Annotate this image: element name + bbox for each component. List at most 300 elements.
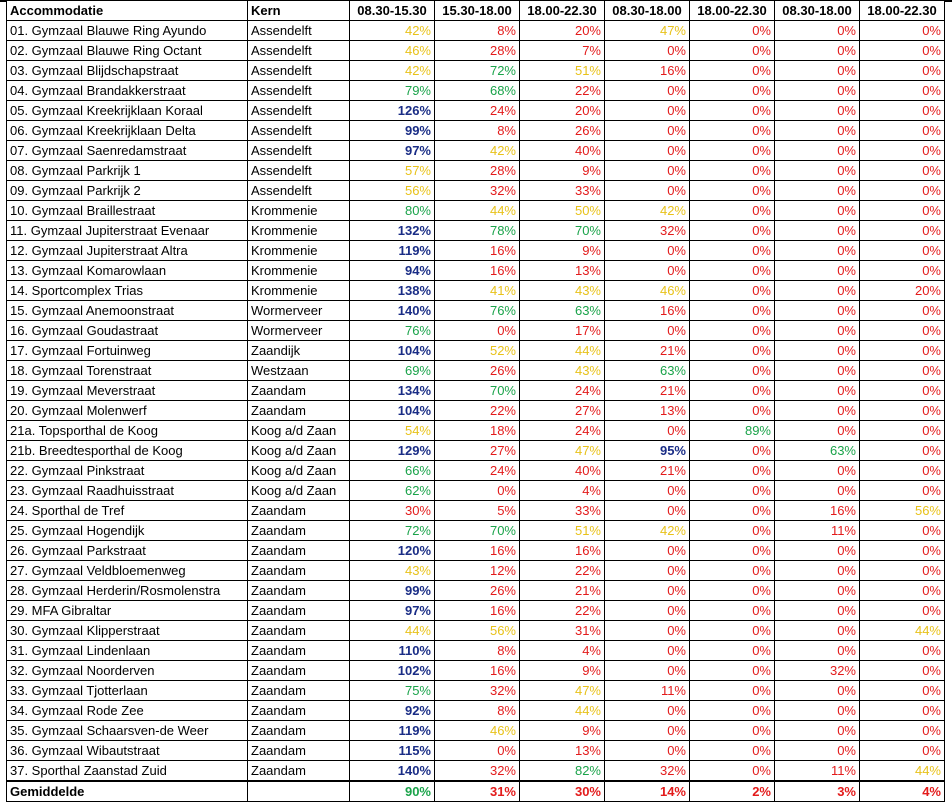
occupancy-value-cell: 0%: [860, 301, 945, 321]
kern-cell: Assendelft: [248, 21, 350, 41]
occupancy-value-cell: 0%: [605, 261, 690, 281]
occupancy-value-cell: 0%: [860, 741, 945, 761]
header-period: 08.30-15.30: [350, 1, 435, 21]
occupancy-value-cell: 32%: [605, 221, 690, 241]
kern-cell: Westzaan: [248, 361, 350, 381]
occupancy-value-cell: 0%: [775, 701, 860, 721]
occupancy-value-cell: 0%: [860, 381, 945, 401]
occupancy-value-cell: 46%: [350, 41, 435, 61]
occupancy-value-cell: 78%: [435, 221, 520, 241]
table-row: [7, 281, 945, 301]
occupancy-value-cell: 69%: [350, 361, 435, 381]
occupancy-value-cell: 9%: [520, 721, 605, 741]
kern-cell: Assendelft: [248, 81, 350, 101]
occupancy-value-cell: 0%: [690, 661, 775, 681]
occupancy-value-cell: 0%: [860, 601, 945, 621]
occupancy-value-cell: 0%: [605, 581, 690, 601]
occupancy-value-cell: 0%: [605, 481, 690, 501]
occupancy-value-cell: 138%: [350, 281, 435, 301]
occupancy-value-cell: 129%: [350, 441, 435, 461]
occupancy-value-cell: 0%: [605, 701, 690, 721]
occupancy-value-cell: 0%: [690, 61, 775, 81]
kern-cell: Assendelft: [248, 141, 350, 161]
occupancy-value-cell: 0%: [860, 541, 945, 561]
occupancy-value-cell: 0%: [775, 601, 860, 621]
occupancy-value-cell: 42%: [350, 21, 435, 41]
occupancy-value-cell: 41%: [435, 281, 520, 301]
table-row: [7, 741, 945, 761]
occupancy-value-cell: 94%: [350, 261, 435, 281]
occupancy-value-cell: 0%: [775, 161, 860, 181]
occupancy-value-cell: 16%: [605, 301, 690, 321]
occupancy-value-cell: 24%: [435, 461, 520, 481]
occupancy-value-cell: 42%: [605, 521, 690, 541]
accommodatie-cell: 24. Sporthal de Tref: [7, 501, 248, 521]
accommodatie-cell: 21b. Breedtesporthal de Koog: [7, 441, 248, 461]
occupancy-value-cell: 0%: [605, 181, 690, 201]
accommodatie-cell: 19. Gymzaal Meverstraat: [7, 381, 248, 401]
kern-cell: Assendelft: [248, 101, 350, 121]
table-row: [7, 121, 945, 141]
occupancy-value-cell: 9%: [520, 661, 605, 681]
occupancy-value-cell: 32%: [435, 761, 520, 782]
occupancy-value-cell: 0%: [860, 141, 945, 161]
accommodatie-cell: 04. Gymzaal Brandakkerstraat: [7, 81, 248, 101]
occupancy-value-cell: 68%: [435, 81, 520, 101]
table-row: [7, 341, 945, 361]
kern-cell: Krommenie: [248, 241, 350, 261]
occupancy-value-cell: 0%: [605, 661, 690, 681]
kern-cell: Zaandam: [248, 601, 350, 621]
table-row: [7, 581, 945, 601]
occupancy-value-cell: 0%: [860, 341, 945, 361]
occupancy-value-cell: 22%: [520, 81, 605, 101]
header-period: 18.00-22.30: [690, 1, 775, 21]
kern-cell: Zaandam: [248, 761, 350, 782]
occupancy-value-cell: 7%: [520, 41, 605, 61]
occupancy-value-cell: 16%: [775, 501, 860, 521]
occupancy-value-cell: 11%: [775, 761, 860, 782]
kern-cell: Zaandam: [248, 681, 350, 701]
occupancy-value-cell: 8%: [435, 21, 520, 41]
kern-cell: Assendelft: [248, 121, 350, 141]
accommodatie-cell: 21a. Topsporthal de Koog: [7, 421, 248, 441]
occupancy-value-cell: 0%: [860, 101, 945, 121]
occupancy-value-cell: 0%: [775, 221, 860, 241]
accommodatie-cell: 22. Gymzaal Pinkstraat: [7, 461, 248, 481]
occupancy-value-cell: 0%: [690, 201, 775, 221]
accommodatie-cell: 37. Sporthal Zaanstad Zuid: [7, 761, 248, 782]
occupancy-value-cell: 0%: [775, 421, 860, 441]
occupancy-value-cell: 99%: [350, 581, 435, 601]
occupancy-value-cell: 0%: [860, 721, 945, 741]
occupancy-value-cell: 0%: [690, 321, 775, 341]
header-period: 18.00-22.30: [860, 1, 945, 21]
kern-cell: Assendelft: [248, 181, 350, 201]
occupancy-value-cell: 0%: [605, 541, 690, 561]
occupancy-value-cell: 0%: [860, 221, 945, 241]
occupancy-value-cell: 0%: [435, 481, 520, 501]
occupancy-value-cell: 0%: [690, 701, 775, 721]
occupancy-value-cell: 42%: [435, 141, 520, 161]
accommodatie-cell: 09. Gymzaal Parkrijk 2: [7, 181, 248, 201]
occupancy-value-cell: 63%: [775, 441, 860, 461]
occupancy-value-cell: 89%: [690, 421, 775, 441]
occupancy-value-cell: 0%: [775, 481, 860, 501]
occupancy-value-cell: 24%: [520, 381, 605, 401]
occupancy-value-cell: 0%: [690, 381, 775, 401]
occupancy-value-cell: 0%: [605, 421, 690, 441]
occupancy-value-cell: 13%: [520, 741, 605, 761]
occupancy-value-cell: 0%: [860, 461, 945, 481]
occupancy-value-cell: 51%: [520, 61, 605, 81]
table-row: [7, 381, 945, 401]
occupancy-value-cell: 70%: [435, 381, 520, 401]
kern-cell: Koog a/d Zaan: [248, 441, 350, 461]
occupancy-value-cell: 0%: [690, 681, 775, 701]
kern-cell: Wormerveer: [248, 321, 350, 341]
occupancy-value-cell: 0%: [605, 101, 690, 121]
table-row: [7, 441, 945, 461]
occupancy-value-cell: 0%: [775, 41, 860, 61]
occupancy-value-cell: 46%: [605, 281, 690, 301]
occupancy-value-cell: 14%: [605, 781, 690, 802]
table-row: [7, 481, 945, 501]
occupancy-value-cell: 0%: [605, 161, 690, 181]
accommodatie-cell: 26. Gymzaal Parkstraat: [7, 541, 248, 561]
table-row: [7, 601, 945, 621]
occupancy-value-cell: 27%: [520, 401, 605, 421]
occupancy-value-cell: 21%: [520, 581, 605, 601]
occupancy-value-cell: 24%: [435, 101, 520, 121]
kern-cell: Wormerveer: [248, 301, 350, 321]
occupancy-value-cell: 24%: [520, 421, 605, 441]
occupancy-value-cell: 0%: [690, 721, 775, 741]
kern-cell: Zaandam: [248, 401, 350, 421]
occupancy-value-cell: 0%: [775, 301, 860, 321]
kern-cell: Zaandam: [248, 521, 350, 541]
occupancy-value-cell: 79%: [350, 81, 435, 101]
occupancy-value-cell: 104%: [350, 401, 435, 421]
occupancy-value-cell: 16%: [435, 601, 520, 621]
occupancy-value-cell: 22%: [520, 561, 605, 581]
occupancy-value-cell: 47%: [520, 681, 605, 701]
occupancy-value-cell: 104%: [350, 341, 435, 361]
kern-cell: Zaandam: [248, 641, 350, 661]
occupancy-value-cell: 0%: [605, 621, 690, 641]
occupancy-value-cell: 4%: [860, 781, 945, 802]
occupancy-value-cell: 32%: [605, 761, 690, 782]
occupancy-value-cell: 43%: [350, 561, 435, 581]
occupancy-value-cell: 0%: [690, 101, 775, 121]
occupancy-value-cell: 102%: [350, 661, 435, 681]
kern-cell: Zaandam: [248, 581, 350, 601]
occupancy-value-cell: 16%: [605, 61, 690, 81]
occupancy-value-cell: 70%: [435, 521, 520, 541]
occupancy-value-cell: 0%: [775, 721, 860, 741]
occupancy-value-cell: 44%: [520, 701, 605, 721]
accommodatie-cell: 30. Gymzaal Klipperstraat: [7, 621, 248, 641]
kern-cell: [248, 781, 350, 802]
occupancy-value-cell: 80%: [350, 201, 435, 221]
occupancy-value-cell: 4%: [520, 481, 605, 501]
kern-cell: Krommenie: [248, 201, 350, 221]
occupancy-value-cell: 0%: [605, 81, 690, 101]
occupancy-value-cell: 5%: [435, 501, 520, 521]
occupancy-value-cell: 0%: [775, 141, 860, 161]
header-period: 08.30-18.00: [775, 1, 860, 21]
occupancy-value-cell: 9%: [520, 161, 605, 181]
occupancy-value-cell: 57%: [350, 161, 435, 181]
accommodatie-cell: 05. Gymzaal Kreekrijklaan Koraal: [7, 101, 248, 121]
occupancy-value-cell: 0%: [605, 141, 690, 161]
occupancy-value-cell: 97%: [350, 601, 435, 621]
occupancy-value-cell: 0%: [860, 61, 945, 81]
occupancy-value-cell: 0%: [775, 261, 860, 281]
occupancy-value-cell: 0%: [775, 641, 860, 661]
occupancy-value-cell: 33%: [520, 181, 605, 201]
occupancy-value-cell: 0%: [690, 561, 775, 581]
occupancy-value-cell: 0%: [860, 201, 945, 221]
total-row: [7, 781, 945, 802]
accommodatie-cell: 33. Gymzaal Tjotterlaan: [7, 681, 248, 701]
occupancy-value-cell: 0%: [775, 181, 860, 201]
table-row: [7, 81, 945, 101]
kern-cell: Koog a/d Zaan: [248, 421, 350, 441]
occupancy-value-cell: 0%: [775, 381, 860, 401]
accommodatie-cell: 13. Gymzaal Komarowlaan: [7, 261, 248, 281]
table-row: [7, 321, 945, 341]
occupancy-value-cell: 22%: [435, 401, 520, 421]
table-row: [7, 401, 945, 421]
accommodatie-cell: 29. MFA Gibraltar: [7, 601, 248, 621]
table-row: [7, 21, 945, 41]
occupancy-value-cell: 0%: [690, 581, 775, 601]
occupancy-value-cell: 0%: [690, 461, 775, 481]
table-row: [7, 361, 945, 381]
table-row: [7, 501, 945, 521]
occupancy-value-cell: 28%: [435, 41, 520, 61]
occupancy-value-cell: 8%: [435, 701, 520, 721]
occupancy-value-cell: 0%: [690, 241, 775, 261]
table-row: [7, 221, 945, 241]
table-row: [7, 521, 945, 541]
occupancy-value-cell: 140%: [350, 301, 435, 321]
table-row: [7, 621, 945, 641]
occupancy-value-cell: 0%: [690, 221, 775, 241]
occupancy-value-cell: 0%: [690, 521, 775, 541]
occupancy-value-cell: 119%: [350, 721, 435, 741]
occupancy-value-cell: 0%: [775, 341, 860, 361]
occupancy-value-cell: 0%: [690, 621, 775, 641]
occupancy-value-cell: 62%: [350, 481, 435, 501]
accommodatie-cell: 34. Gymzaal Rode Zee: [7, 701, 248, 721]
occupancy-value-cell: 11%: [775, 521, 860, 541]
occupancy-value-cell: 40%: [520, 461, 605, 481]
occupancy-value-cell: 0%: [690, 41, 775, 61]
kern-cell: Koog a/d Zaan: [248, 481, 350, 501]
kern-cell: Zaandam: [248, 381, 350, 401]
occupancy-value-cell: 0%: [775, 621, 860, 641]
kern-cell: Krommenie: [248, 221, 350, 241]
header-period: 18.00-22.30: [520, 1, 605, 21]
occupancy-value-cell: 22%: [520, 601, 605, 621]
occupancy-value-cell: 0%: [860, 561, 945, 581]
occupancy-value-cell: 43%: [520, 281, 605, 301]
occupancy-value-cell: 0%: [860, 81, 945, 101]
occupancy-value-cell: 51%: [520, 521, 605, 541]
occupancy-value-cell: 95%: [605, 441, 690, 461]
occupancy-value-cell: 21%: [605, 381, 690, 401]
occupancy-value-cell: 0%: [690, 141, 775, 161]
occupancy-value-cell: 72%: [435, 61, 520, 81]
total-label: Gemiddelde: [7, 781, 248, 802]
occupancy-value-cell: 134%: [350, 381, 435, 401]
table-row: [7, 101, 945, 121]
accommodatie-cell: 17. Gymzaal Fortuinweg: [7, 341, 248, 361]
occupancy-value-cell: 18%: [435, 421, 520, 441]
header-row: [7, 1, 945, 21]
occupancy-value-cell: 75%: [350, 681, 435, 701]
accommodatie-cell: 18. Gymzaal Torenstraat: [7, 361, 248, 381]
table-row: [7, 141, 945, 161]
occupancy-value-cell: 0%: [690, 401, 775, 421]
occupancy-value-cell: 54%: [350, 421, 435, 441]
accommodatie-cell: 02. Gymzaal Blauwe Ring Octant: [7, 41, 248, 61]
table-body: [7, 21, 945, 802]
accommodatie-cell: 31. Gymzaal Lindenlaan: [7, 641, 248, 661]
occupancy-value-cell: 0%: [605, 641, 690, 661]
occupancy-value-cell: 0%: [775, 241, 860, 261]
table-row: [7, 421, 945, 441]
occupancy-value-cell: 0%: [435, 321, 520, 341]
occupancy-value-cell: 50%: [520, 201, 605, 221]
occupancy-value-cell: 16%: [520, 541, 605, 561]
table-row: [7, 161, 945, 181]
occupancy-sheet: [6, 0, 945, 802]
table-row: [7, 641, 945, 661]
occupancy-value-cell: 21%: [605, 461, 690, 481]
occupancy-value-cell: 56%: [435, 621, 520, 641]
header-kern: Kern: [248, 1, 350, 21]
accommodatie-cell: 12. Gymzaal Jupiterstraat Altra: [7, 241, 248, 261]
table-row: [7, 301, 945, 321]
occupancy-value-cell: 97%: [350, 141, 435, 161]
kern-cell: Zaandijk: [248, 341, 350, 361]
occupancy-value-cell: 0%: [860, 361, 945, 381]
occupancy-value-cell: 2%: [690, 781, 775, 802]
occupancy-value-cell: 90%: [350, 781, 435, 802]
occupancy-value-cell: 0%: [775, 201, 860, 221]
occupancy-value-cell: 44%: [520, 341, 605, 361]
accommodatie-cell: 27. Gymzaal Veldbloemenweg: [7, 561, 248, 581]
occupancy-value-cell: 32%: [435, 181, 520, 201]
occupancy-value-cell: 32%: [435, 681, 520, 701]
occupancy-value-cell: 0%: [435, 741, 520, 761]
occupancy-value-cell: 0%: [775, 281, 860, 301]
occupancy-value-cell: 0%: [690, 361, 775, 381]
occupancy-value-cell: 12%: [435, 561, 520, 581]
occupancy-value-cell: 120%: [350, 541, 435, 561]
occupancy-value-cell: 40%: [520, 141, 605, 161]
accommodatie-cell: 06. Gymzaal Kreekrijklaan Delta: [7, 121, 248, 141]
occupancy-value-cell: 0%: [605, 41, 690, 61]
occupancy-value-cell: 28%: [435, 161, 520, 181]
occupancy-value-cell: 99%: [350, 121, 435, 141]
occupancy-value-cell: 0%: [775, 81, 860, 101]
occupancy-value-cell: 0%: [690, 601, 775, 621]
occupancy-table: [6, 0, 945, 802]
occupancy-value-cell: 0%: [860, 401, 945, 421]
occupancy-value-cell: 56%: [860, 501, 945, 521]
occupancy-value-cell: 0%: [860, 521, 945, 541]
occupancy-value-cell: 0%: [775, 541, 860, 561]
occupancy-value-cell: 26%: [520, 121, 605, 141]
occupancy-value-cell: 30%: [520, 781, 605, 802]
table-row: [7, 41, 945, 61]
occupancy-value-cell: 4%: [520, 641, 605, 661]
accommodatie-cell: 23. Gymzaal Raadhuisstraat: [7, 481, 248, 501]
kern-cell: Assendelft: [248, 41, 350, 61]
occupancy-value-cell: 0%: [605, 501, 690, 521]
occupancy-value-cell: 0%: [605, 321, 690, 341]
occupancy-value-cell: 0%: [860, 321, 945, 341]
occupancy-value-cell: 0%: [690, 641, 775, 661]
kern-cell: Assendelft: [248, 161, 350, 181]
occupancy-value-cell: 0%: [775, 461, 860, 481]
occupancy-value-cell: 0%: [690, 121, 775, 141]
occupancy-value-cell: 72%: [350, 521, 435, 541]
accommodatie-cell: 11. Gymzaal Jupiterstraat Evenaar: [7, 221, 248, 241]
occupancy-value-cell: 0%: [605, 601, 690, 621]
occupancy-value-cell: 42%: [605, 201, 690, 221]
occupancy-value-cell: 0%: [690, 21, 775, 41]
occupancy-value-cell: 9%: [520, 241, 605, 261]
occupancy-value-cell: 0%: [775, 581, 860, 601]
kern-cell: Krommenie: [248, 281, 350, 301]
occupancy-value-cell: 140%: [350, 761, 435, 782]
occupancy-value-cell: 8%: [435, 121, 520, 141]
occupancy-value-cell: 0%: [775, 681, 860, 701]
occupancy-value-cell: 0%: [860, 121, 945, 141]
occupancy-value-cell: 0%: [605, 121, 690, 141]
occupancy-value-cell: 20%: [520, 101, 605, 121]
accommodatie-cell: 10. Gymzaal Braillestraat: [7, 201, 248, 221]
occupancy-value-cell: 47%: [605, 21, 690, 41]
header-accommodatie: Accommodatie: [7, 1, 248, 21]
occupancy-value-cell: 20%: [520, 21, 605, 41]
kern-cell: Zaandam: [248, 721, 350, 741]
table-row: [7, 541, 945, 561]
occupancy-value-cell: 0%: [775, 321, 860, 341]
occupancy-value-cell: 0%: [775, 101, 860, 121]
table-row: [7, 561, 945, 581]
occupancy-value-cell: 0%: [690, 741, 775, 761]
occupancy-value-cell: 16%: [435, 541, 520, 561]
occupancy-value-cell: 42%: [350, 61, 435, 81]
occupancy-value-cell: 0%: [775, 741, 860, 761]
accommodatie-cell: 25. Gymzaal Hogendijk: [7, 521, 248, 541]
occupancy-value-cell: 0%: [860, 681, 945, 701]
occupancy-value-cell: 0%: [860, 441, 945, 461]
accommodatie-cell: 07. Gymzaal Saenredamstraat: [7, 141, 248, 161]
kern-cell: Zaandam: [248, 501, 350, 521]
occupancy-value-cell: 92%: [350, 701, 435, 721]
occupancy-value-cell: 0%: [690, 341, 775, 361]
kern-cell: Zaandam: [248, 741, 350, 761]
occupancy-value-cell: 47%: [520, 441, 605, 461]
occupancy-value-cell: 0%: [690, 481, 775, 501]
